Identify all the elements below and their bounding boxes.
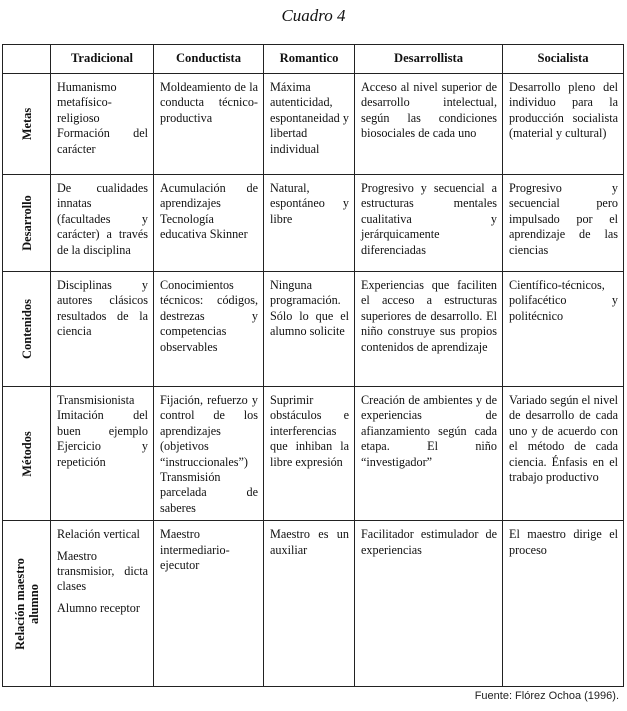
table-cell: Humanismo metafísico- religioso Formación del carácter	[51, 74, 154, 175]
table-cell: Progresivo y secuencial pero impulsado por el aprendizaje de las ciencias	[503, 175, 624, 272]
row-label: Métodos	[19, 430, 34, 477]
header-corner	[3, 45, 51, 74]
table-cell: Máxima autenticidad, espontaneidad y libertad individual	[264, 74, 355, 175]
table-cell: Acumulación de aprendizajes Tecnología educativa Skinner	[154, 175, 264, 272]
table-row-desarrollo	[3, 175, 624, 272]
table-cell: Ninguna programación. Sólo lo que el alumno solicite	[264, 272, 355, 387]
cell-paragraph: Relación vertical	[57, 527, 140, 542]
header-romantico: Romantico	[264, 45, 355, 74]
header-socialista: Socialista	[503, 45, 624, 74]
cell-paragraph: Alumno receptor	[57, 600, 140, 615]
table-cell: Maestro intermediario- ejecutor	[154, 521, 264, 687]
table-cell: Maestro es un auxiliar	[264, 521, 355, 687]
table-row-metas	[3, 74, 624, 175]
table-cell: Acceso al nivel superior de desarrollo intelectual, según las condiciones biosociales de cada uno	[355, 74, 503, 175]
row-header-relacion	[3, 521, 51, 687]
table-cell: Desarrollo pleno del individuo para la producción socialista (material y cultural)	[503, 74, 624, 175]
table-row-relacion	[3, 521, 624, 687]
cell-paragraph: Maestro transmisior, dicta clases	[57, 548, 148, 594]
table-cell: Natural, espontáneo y libre	[264, 175, 355, 272]
header-tradicional: Tradicional	[51, 45, 154, 74]
table-cell: Creación de ambientes y de experiencias de afianzamiento según cada etapa. El niño “investigador”	[355, 387, 503, 521]
table-cell: Transmisionista Imitación del buen ejemplo Ejercicio y repetición	[51, 387, 154, 521]
table-caption: Cuadro 4	[281, 6, 346, 25]
table-cell: Experiencias que faciliten el acceso a estructuras superiores de desarrollo. El niño construye sus propios contenidos de aprendizaje	[355, 272, 503, 387]
table-cell	[51, 521, 154, 687]
table-cell: De cualidades innatas (facultades y carácter) a través de la disciplina	[51, 175, 154, 272]
table-cell: Progresivo y secuencial a estructuras mentales cualitativa y jerárquicamente diferenciadas	[355, 175, 503, 272]
row-label: Contenidos	[19, 299, 34, 359]
row-label: Relación maestro alumno	[12, 557, 41, 650]
row-label: Metas	[19, 107, 34, 141]
table-cell: Conocimientos técnicos: códigos, destrezas y competencias observables	[154, 272, 264, 387]
row-header-contenidos	[3, 272, 51, 387]
header-conductista: Conductista	[154, 45, 264, 74]
header-desarrollista: Desarrollista	[355, 45, 503, 74]
table-cell: Suprimir obstáculos e interferencias que inhiban la libre expresión	[264, 387, 355, 521]
comparison-table	[2, 44, 624, 687]
table-row-contenidos	[3, 272, 624, 387]
row-label: Desarrollo	[19, 195, 34, 251]
source-note: Fuente: Flórez Ochoa (1996).	[474, 690, 619, 702]
table-cell: Facilitador estimulador de experiencias	[355, 521, 503, 687]
table-cell: Moldeamiento de la conducta técnico- productiva	[154, 74, 264, 175]
row-header-desarrollo	[3, 175, 51, 272]
table-cell: Variado según el nivel de desarrollo de cada uno y de acuerdo con el método de cada ciencia. Énfasis en el trabajo productivo	[503, 387, 624, 521]
row-header-metodos	[3, 387, 51, 521]
table-row-metodos	[3, 387, 624, 521]
table-cell: Científico-técnicos, polifacético y politécnico	[503, 272, 624, 387]
table-cell: Disciplinas y autores clásicos resultados de la ciencia	[51, 272, 154, 387]
table-cell: El maestro dirige el proceso	[503, 521, 624, 687]
header-row	[3, 45, 624, 74]
table-cell: Fijación, refuerzo y control de los aprendizajes (objetivos “instruccionales”) Transmisión parcelada de saberes	[154, 387, 264, 521]
row-header-metas	[3, 74, 51, 175]
